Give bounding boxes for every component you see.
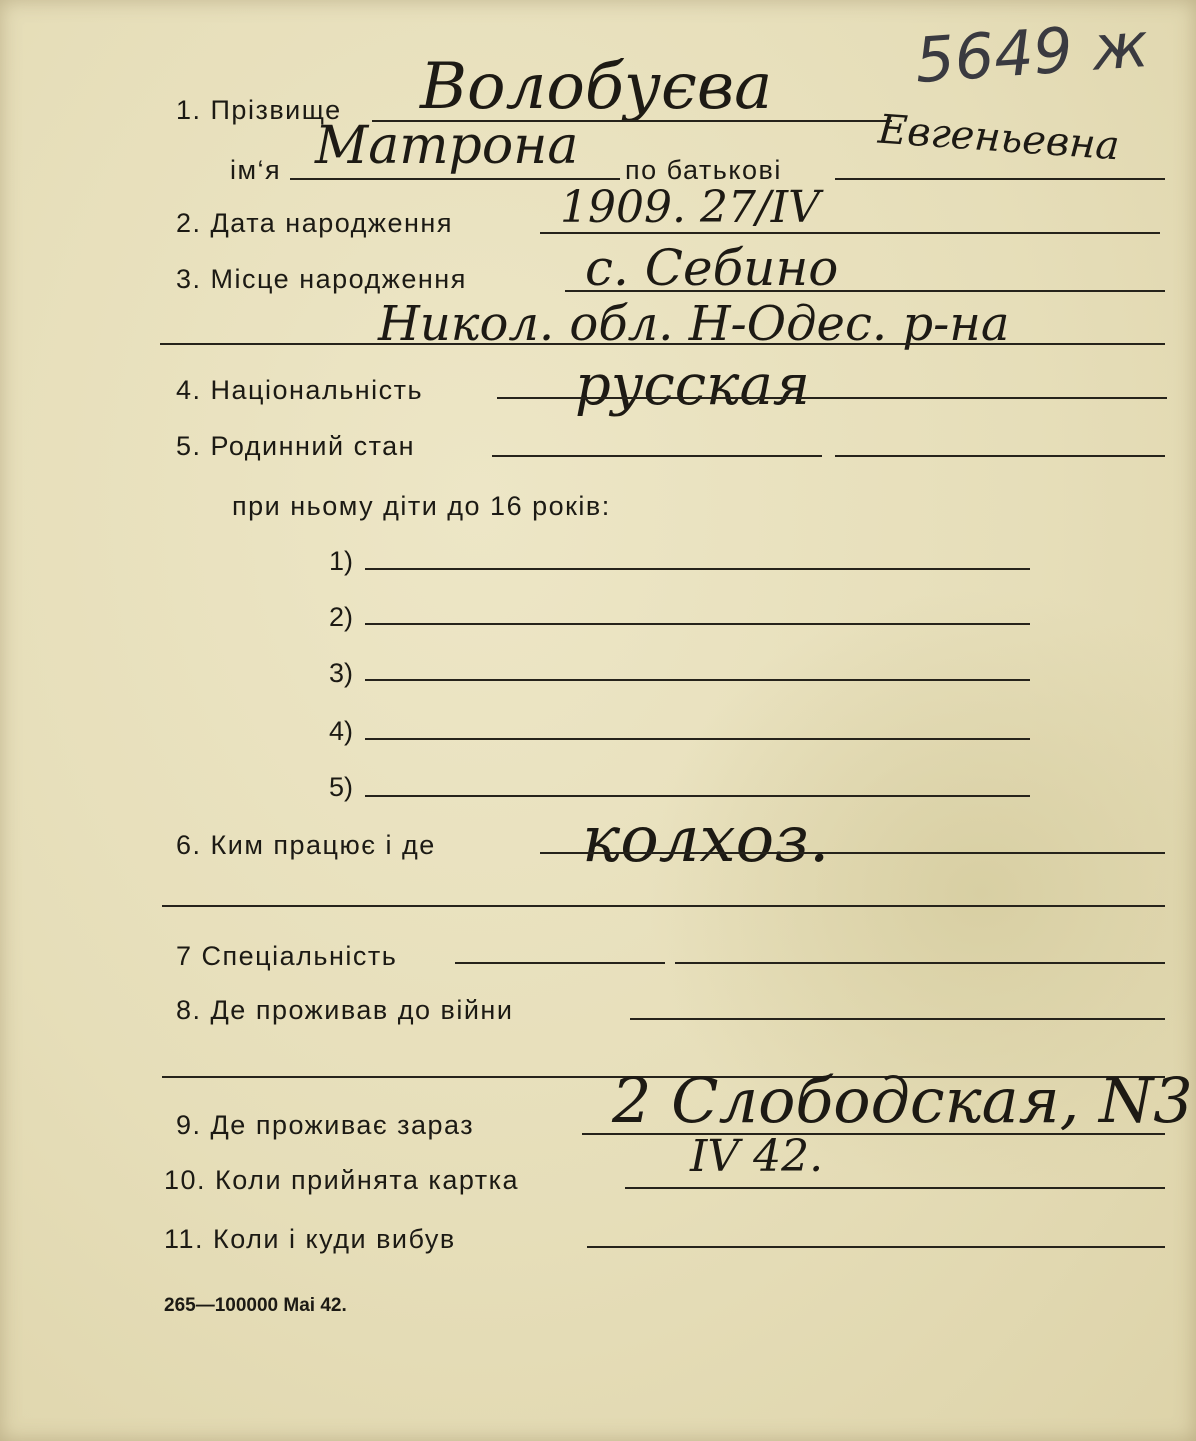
speciality-label: 7 Спеціальність xyxy=(176,941,398,971)
child-number-1: 1) xyxy=(329,546,354,576)
speciality-line-2 xyxy=(675,962,1165,964)
family-line-2 xyxy=(835,455,1165,457)
child-number-2: 2) xyxy=(329,602,354,632)
card-date-line xyxy=(625,1187,1165,1189)
work-line-2 xyxy=(162,905,1165,907)
child-number-4: 4) xyxy=(329,716,354,746)
print-code: 265—100000 Mai 42. xyxy=(164,1295,347,1316)
patronymic-line xyxy=(835,178,1165,180)
nationality-line xyxy=(497,397,1167,399)
current-address-handwritten: 2 Слободская, N3 xyxy=(612,1064,1193,1137)
current-label: 9. Де проживає зараз xyxy=(176,1110,475,1140)
prewar-label: 8. Де проживав до війни xyxy=(176,995,514,1025)
patronymic-handwritten: Евгеньевна xyxy=(876,106,1121,170)
birth-date-handwritten: 1909. 27/IV xyxy=(560,182,820,233)
speciality-line-1 xyxy=(455,962,665,964)
work-line xyxy=(540,852,1165,854)
name-line xyxy=(290,178,620,180)
prewar-line xyxy=(630,1018,1165,1020)
card-date-handwritten: IV 42. xyxy=(690,1131,824,1182)
child-line-2 xyxy=(365,623,1030,625)
birth-place-label: 3. Місце народження xyxy=(176,264,467,294)
child-line-3 xyxy=(365,679,1030,681)
family-line-1 xyxy=(492,455,822,457)
children-label: при ньому діти до 16 років: xyxy=(232,491,611,521)
record-number: 5649 ж xyxy=(912,7,1151,98)
birth-date-line xyxy=(540,232,1160,234)
patronymic-label: по батькові xyxy=(625,155,782,185)
surname-label: 1. Прізвище xyxy=(176,95,342,125)
child-number-5: 5) xyxy=(329,772,354,802)
surname-handwritten: Волобуєва xyxy=(420,50,773,124)
nationality-label: 4. Національність xyxy=(176,375,424,405)
child-line-1 xyxy=(365,568,1030,570)
card-date-label: 10. Коли прийнята картка xyxy=(164,1165,520,1195)
birth-date-label: 2. Дата народження xyxy=(176,208,453,238)
birth-place-line xyxy=(565,290,1165,292)
departure-line xyxy=(587,1246,1165,1248)
name-label: ім‘я xyxy=(230,155,282,185)
current-line xyxy=(582,1133,1165,1135)
birth-place-handwritten-2: Никол. обл. Н-Одес. р-на xyxy=(378,296,1010,352)
family-label: 5. Родинний стан xyxy=(176,431,416,461)
child-number-3: 3) xyxy=(329,658,354,688)
name-handwritten: Матрона xyxy=(315,116,579,176)
nationality-handwritten: русская xyxy=(575,353,810,418)
birth-place-line-2 xyxy=(160,343,1165,345)
birth-place-handwritten: с. Себино xyxy=(585,239,839,297)
child-line-4 xyxy=(365,738,1030,740)
work-handwritten: колхоз. xyxy=(582,803,830,877)
child-line-5 xyxy=(365,795,1030,797)
work-label: 6. Ким працює і де xyxy=(176,830,436,860)
departure-label: 11. Коли і куди вибув xyxy=(164,1224,456,1254)
